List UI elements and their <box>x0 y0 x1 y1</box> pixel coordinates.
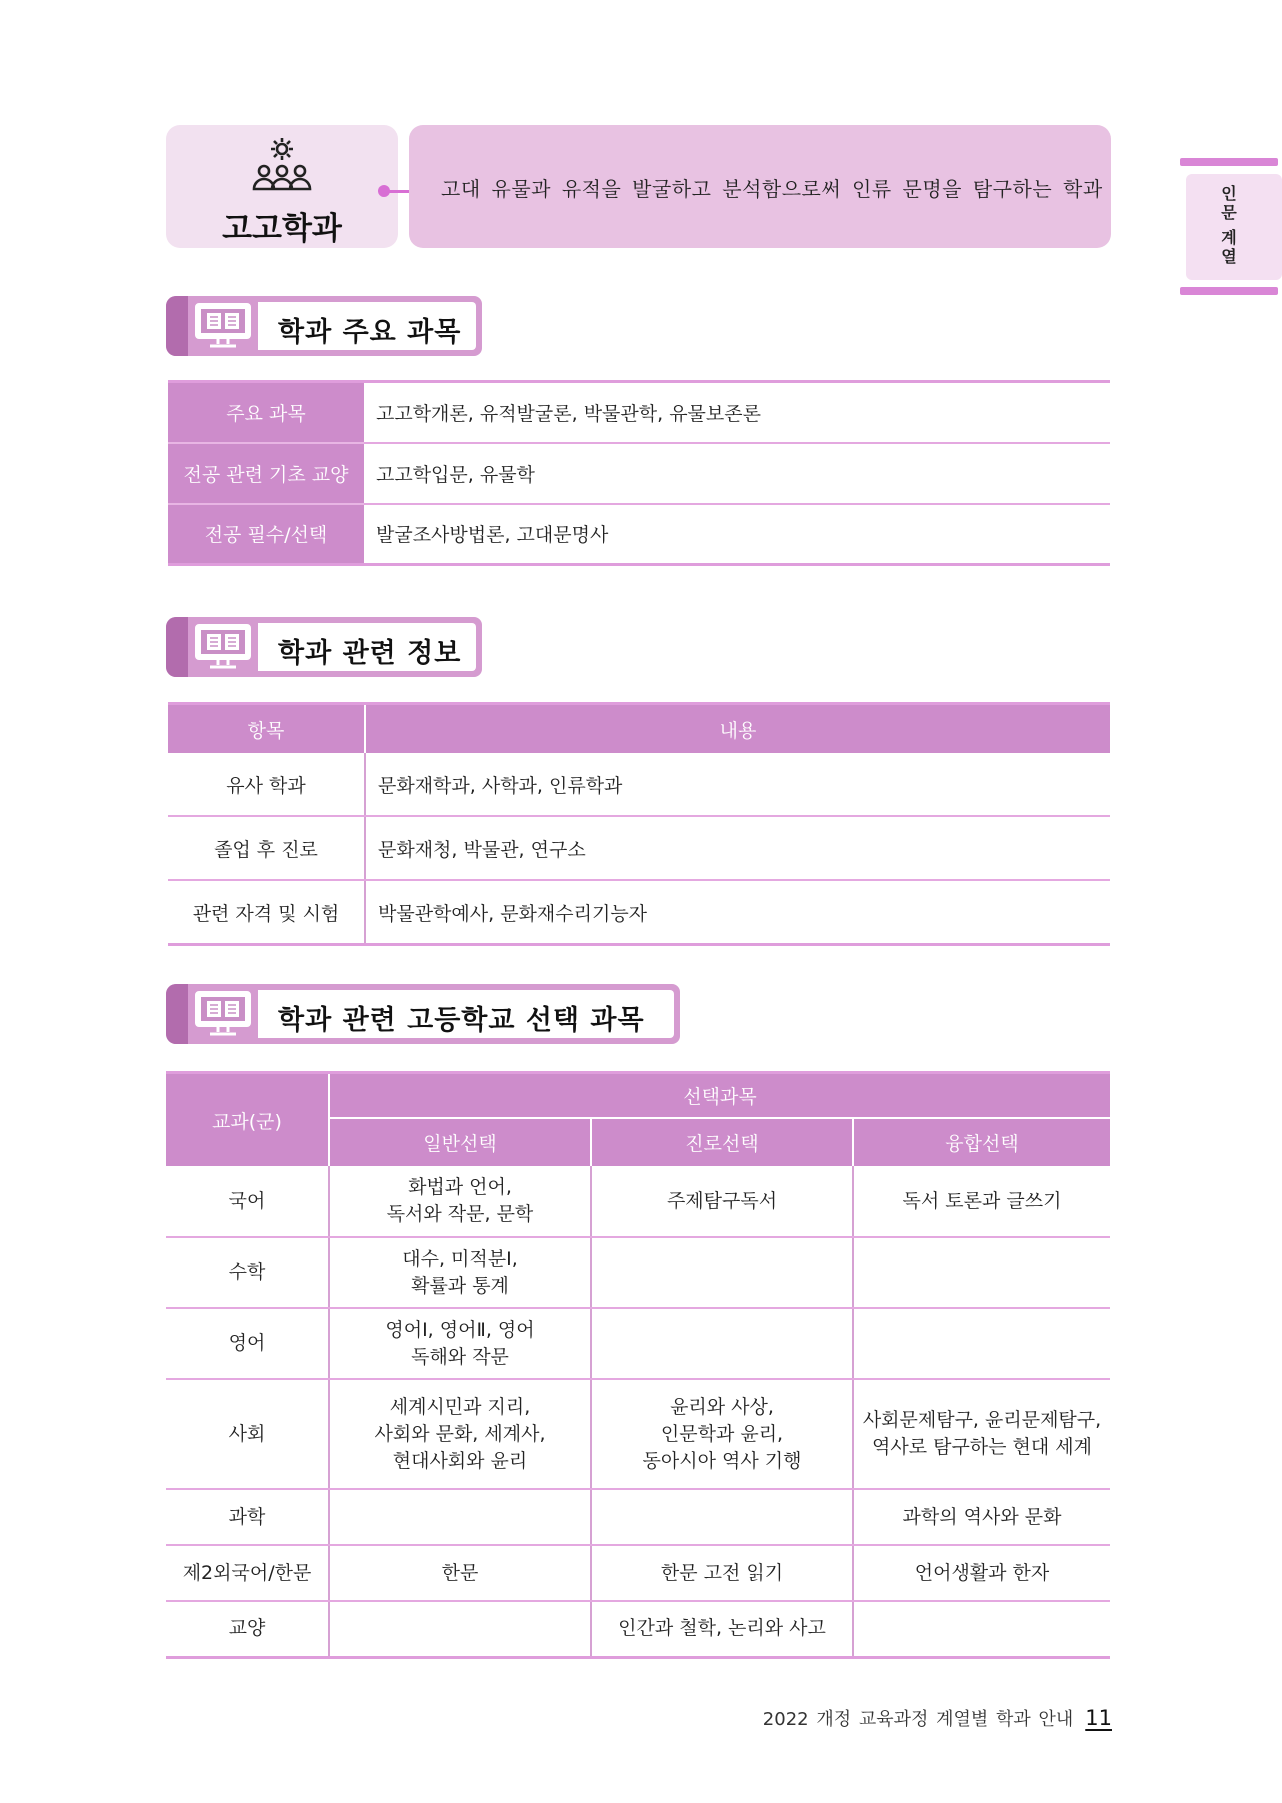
fusion-cell: 언어생활과 한자 <box>853 1545 1110 1601</box>
fusion-cell: 사회문제탐구, 윤리문제탐구, 역사로 탐구하는 현대 세계 <box>853 1379 1110 1489</box>
general-cell: 영어Ⅰ, 영어Ⅱ, 영어 독해와 작문 <box>329 1308 591 1379</box>
fusion-cell <box>853 1601 1110 1657</box>
side-tab-bar <box>1180 158 1278 166</box>
row-value: 발굴조사방법론, 고대문명사 <box>364 504 1110 565</box>
side-tab <box>1186 174 1282 280</box>
column-header: 진로선택 <box>591 1118 853 1166</box>
footer <box>763 1705 1112 1731</box>
table-row <box>166 1601 1110 1657</box>
table-row <box>168 382 1110 443</box>
column-header: 일반선택 <box>329 1118 591 1166</box>
department-card <box>166 125 398 248</box>
department-description: 고대 유물과 유적을 발굴하고 분석함으로써 인류 문명을 탐구하는 학과 <box>441 177 1103 201</box>
row-value: 고고학개론, 유적발굴론, 박물관학, 유물보존론 <box>364 382 1110 443</box>
column-header: 항목 <box>168 704 365 754</box>
side-tab-char: 계 <box>1221 228 1237 247</box>
row-value: 박물관학예사, 문화재수리기능자 <box>365 880 1110 945</box>
subject-cell: 교양 <box>166 1601 329 1657</box>
table-row <box>166 1489 1110 1545</box>
column-header: 융합선택 <box>853 1118 1110 1166</box>
general-cell: 세계시민과 지리, 사회와 문화, 세계사, 현대사회와 윤리 <box>329 1379 591 1489</box>
career-cell: 윤리와 사상, 인문학과 윤리, 동아시아 역사 기행 <box>591 1379 853 1489</box>
subject-cell: 사회 <box>166 1379 329 1489</box>
career-cell <box>591 1308 853 1379</box>
side-tab-char: 열 <box>1221 247 1237 266</box>
table-row <box>166 1379 1110 1489</box>
row-key: 관련 자격 및 시험 <box>168 880 365 945</box>
row-key: 전공 관련 기초 교양 <box>168 443 364 504</box>
general-cell <box>329 1489 591 1545</box>
side-tab-label <box>1186 184 1272 266</box>
table-row <box>168 880 1110 945</box>
connector-dot <box>378 185 390 197</box>
table-row <box>166 1308 1110 1379</box>
table-row <box>168 816 1110 880</box>
table-row <box>168 443 1110 504</box>
section-header-hs-courses <box>166 984 680 1044</box>
subject-cell: 영어 <box>166 1308 329 1379</box>
row-key: 주요 과목 <box>168 382 364 443</box>
table-row <box>166 1237 1110 1308</box>
description-card <box>409 125 1111 248</box>
section-title: 학과 관련 정보 <box>278 638 462 669</box>
column-header: 교과(군) <box>166 1073 329 1167</box>
column-header: 내용 <box>365 704 1110 754</box>
people-gear-icon <box>250 135 314 195</box>
table-row <box>166 1545 1110 1601</box>
career-cell: 주제탐구독서 <box>591 1166 853 1237</box>
subject-cell: 수학 <box>166 1237 329 1308</box>
related-info-table <box>168 702 1110 946</box>
fusion-cell <box>853 1237 1110 1308</box>
section-title: 학과 관련 고등학교 선택 과목 <box>278 1005 645 1036</box>
section-title: 학과 주요 과목 <box>278 317 462 348</box>
career-cell <box>591 1237 853 1308</box>
table-header-row <box>166 1073 1110 1119</box>
table-row <box>166 1166 1110 1237</box>
subject-cell: 제2외국어/한문 <box>166 1545 329 1601</box>
department-title: 고고학과 <box>222 211 342 247</box>
general-cell: 화법과 언어, 독서와 작문, 문학 <box>329 1166 591 1237</box>
row-value: 고고학입문, 유물학 <box>364 443 1110 504</box>
table-header-row <box>168 704 1110 754</box>
fusion-cell: 과학의 역사와 문화 <box>853 1489 1110 1545</box>
table-row <box>168 753 1110 816</box>
row-value: 문화재학과, 사학과, 인류학과 <box>365 753 1110 816</box>
section-header-related-info <box>166 617 482 677</box>
career-cell: 인간과 철학, 논리와 사고 <box>591 1601 853 1657</box>
general-cell: 대수, 미적분Ⅰ, 확률과 통계 <box>329 1237 591 1308</box>
section-header-main-courses <box>166 296 482 356</box>
career-cell <box>591 1489 853 1545</box>
side-tab-char: 문 <box>1221 203 1237 222</box>
general-cell <box>329 1601 591 1657</box>
column-group-header: 선택과목 <box>329 1073 1110 1119</box>
side-tab-bar <box>1180 287 1278 295</box>
row-key: 전공 필수/선택 <box>168 504 364 565</box>
row-key: 유사 학과 <box>168 753 365 816</box>
hs-courses-table <box>166 1071 1110 1659</box>
monitor-book-icon <box>190 988 256 1040</box>
monitor-book-icon <box>190 300 256 352</box>
table-row <box>168 504 1110 565</box>
subject-cell: 과학 <box>166 1489 329 1545</box>
side-tab-char: 인 <box>1221 184 1237 203</box>
fusion-cell <box>853 1308 1110 1379</box>
general-cell: 한문 <box>329 1545 591 1601</box>
footer-text: 2022 개정 교육과정 계열별 학과 안내 <box>762 1709 1074 1730</box>
fusion-cell: 독서 토론과 글쓰기 <box>853 1166 1110 1237</box>
career-cell: 한문 고전 읽기 <box>591 1545 853 1601</box>
page-number: 11 <box>1085 1706 1112 1730</box>
monitor-book-icon <box>190 621 256 673</box>
main-courses-table <box>168 380 1110 566</box>
row-value: 문화재청, 박물관, 연구소 <box>365 816 1110 880</box>
row-key: 졸업 후 진로 <box>168 816 365 880</box>
subject-cell: 국어 <box>166 1166 329 1237</box>
